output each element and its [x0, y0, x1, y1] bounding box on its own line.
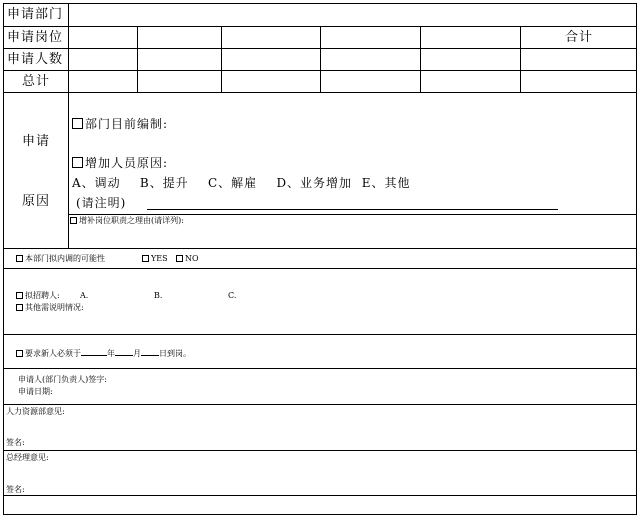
col-divider [68, 3, 69, 248]
reason-note: (请注明) [76, 196, 127, 210]
hr-sign-label: 签名: [6, 438, 25, 447]
no-checkbox[interactable] [176, 255, 183, 262]
applicant-signature-label: 申请人(部门负责人)签字: [18, 375, 107, 384]
duties-note-checkbox[interactable] [70, 217, 77, 224]
arrive-day: 日到岗。 [159, 349, 191, 358]
gm-sign-label: 签名: [6, 485, 25, 494]
plan-option-b: B. [154, 291, 163, 300]
plan-line [16, 292, 60, 300]
reason-label-bottom: 原因 [22, 194, 51, 209]
dept-label: 申请部门 [7, 7, 64, 22]
row-divider [3, 450, 637, 451]
arrive-year: 年 [107, 349, 115, 358]
yes-label: YES [151, 254, 168, 263]
arrive-line [16, 347, 191, 358]
plan-option-c: C. [228, 291, 237, 300]
count-label: 申请人数 [7, 52, 64, 67]
current-staffing-label: 部门目前编制: [85, 117, 169, 131]
no-label: NO [185, 254, 199, 263]
row-divider [68, 214, 637, 215]
gm-opinion-label: 总经理意见: [6, 453, 49, 462]
arrive-month: 月 [133, 349, 141, 358]
other-line [16, 304, 84, 312]
reason-note-underline[interactable] [147, 209, 558, 210]
other-checkbox[interactable] [16, 304, 23, 311]
row-divider [3, 368, 637, 369]
day-blank[interactable] [141, 347, 159, 356]
hr-opinion-label: 人力资源部意见: [6, 407, 65, 416]
col-divider [320, 26, 321, 92]
col-divider [137, 26, 138, 92]
current-staffing-line [72, 118, 168, 130]
month-blank[interactable] [115, 347, 133, 356]
row-divider [3, 495, 637, 496]
increase-reason-label: 增加人员原因: [85, 156, 169, 170]
year-blank[interactable] [81, 347, 107, 356]
plan-label: 拟招聘人: [25, 291, 60, 300]
row-divider [3, 404, 637, 405]
yes-option [142, 255, 168, 263]
no-option [176, 255, 199, 263]
duties-note-label: 增补岗位职责之理由(请详列): [79, 216, 184, 225]
duties-note-line [70, 217, 184, 225]
sum-header: 合计 [565, 30, 594, 45]
other-label: 其他需说明情况: [25, 303, 84, 312]
yes-checkbox[interactable] [142, 255, 149, 262]
reason-label-top: 申请 [22, 134, 51, 149]
position-label: 申请岗位 [7, 30, 64, 45]
total-label: 总计 [22, 74, 51, 89]
applicant-date-label: 申请日期: [18, 387, 53, 396]
increase-reason-line [72, 157, 168, 169]
col-divider [520, 26, 521, 92]
reason-options: A、调动 B、提升 C、解雇 D、业务增加 E、其他 [72, 176, 411, 190]
plan-checkbox[interactable] [16, 292, 23, 299]
arrive-checkbox[interactable] [16, 350, 23, 357]
increase-reason-checkbox[interactable] [72, 157, 83, 168]
row-divider [3, 248, 637, 249]
row-divider [3, 268, 637, 269]
row-divider [3, 92, 637, 93]
in-dept-checkbox[interactable] [16, 255, 23, 262]
in-dept-line [16, 255, 105, 263]
col-divider [420, 26, 421, 92]
col-divider [221, 26, 222, 92]
arrive-prefix: 要求新人必须于 [25, 349, 81, 358]
current-staffing-checkbox[interactable] [72, 118, 83, 129]
in-dept-label: 本部门拟内调的可能性 [25, 254, 105, 263]
plan-option-a: A. [80, 291, 89, 300]
row-divider [3, 334, 637, 335]
